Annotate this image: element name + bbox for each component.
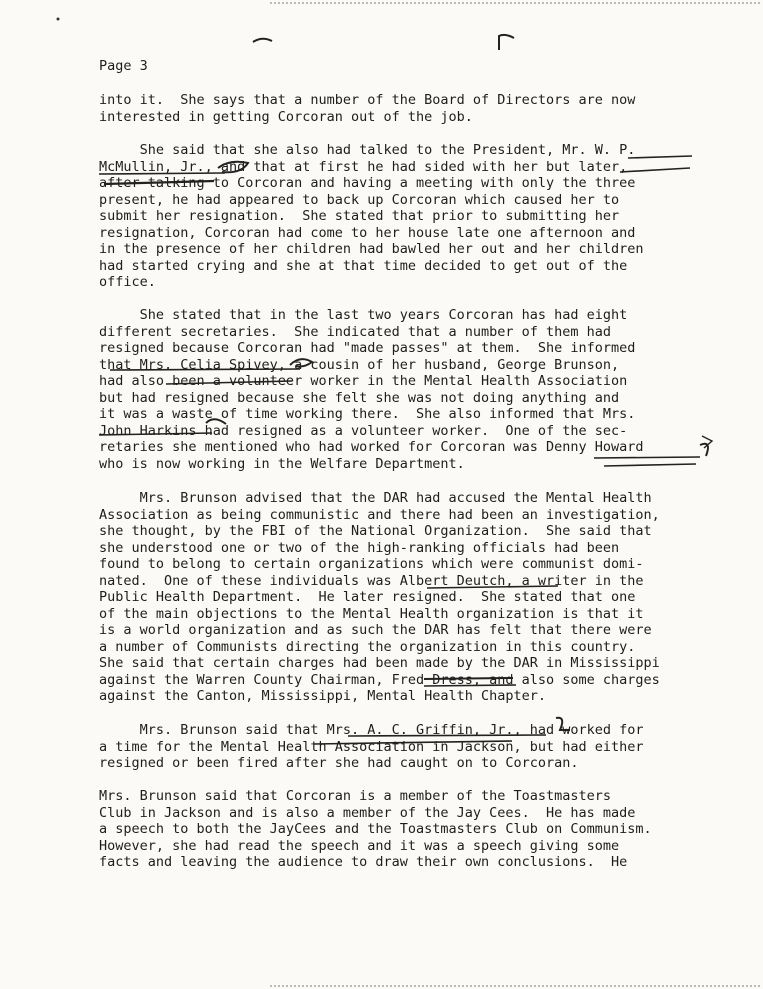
bottom-dotted-border [270, 985, 760, 987]
page-number: Page 3 [99, 58, 148, 74]
underline-celia-spivey [110, 369, 300, 370]
underline-fred-dress [424, 685, 516, 686]
underline-denny-howard [594, 457, 700, 458]
pen-mark-top-left [253, 39, 272, 42]
scribble-harkins [206, 419, 226, 424]
underline-volunteer [166, 381, 292, 384]
strike-fred-dress [424, 678, 513, 679]
paragraph-4: Mrs. Brunson advised that the DAR had accused the Mental Health Association as being communistic and there had been an investigation, she thought, by the FBI of the National Organization. She said that she understood one or two of the high-ranking officials had been found to belong to certain organizations which were communist domi- nated. One of these individuals was Albert Deutch, a writer in the Public Health Department. He later resigned. She stated that one of the main objections to the Mental Health organization is that it is a world organization and as such the DAR has felt that there were a number of Communists directing the organization in this country. She said that certain charges had been made by the DAR in Mississippi against the Warren County Chairman, Fred Dress, and also some charges against the Canton, Mississippi, Mental Health Chapter. [99, 490, 660, 704]
paragraph-5: Mrs. Brunson said that Mrs. A. C. Griffin, Jr., had worked for a time for the Mental Health Association in Jackson, but had either resigned or been fired after she had caught on to Corcoran. [99, 722, 644, 771]
paragraph-6: Mrs. Brunson said that Corcoran is a member of the Toastmasters Club in Jackson and is also a member of the Jay Cees. He has made a speech to both the JayCees and the Toastmasters Club on Communism. However, she had read the speech and it was a speech giving some facts and leaving the audience to draw their own conclusions. He [99, 788, 652, 870]
paragraph-3: She stated that in the last two years Corcoran has had eight different secretaries. She indicated that a number of them had resigned because Corcoran had "made passes" at them. She informed that Mrs. Celia Spivey, a cousin of her husband, George Brunson, had also been a volunteer worker in the Mental Health Association but had resigned because she felt she was not doing anything and it was a waste of time working there. She also informed that Mrs. John Harkins had resigned as a volunteer worker. One of the sec- retaries she mentioned who had worked for Corcoran was Denny Howard who is now working in the Welfare Department. [99, 307, 644, 472]
underline-albert-deutch [427, 586, 558, 588]
paragraph-2: She said that she also had talked to the President, Mr. W. P. McMullin, Jr., and that at first he had sided with her but later, after talking to Corcoran and having a meeting with only the three present, he had appeared to back up Corcoran which caused her to submit her resignation. She stated that prior to submitting her resignation, Corcoran had come to her house late one afternoon and in the presence of her children had bawled her out and her children had started crying and she at that time decided to get out of the office. [99, 142, 644, 290]
pen-dot-corner [57, 18, 60, 21]
strike-after-talking [104, 181, 214, 184]
paragraph-1: into it. She says that a number of the Board of Directors are now interested in getting Corcoran out of the job. [99, 92, 636, 125]
scribble-griffin [556, 718, 570, 730]
underline-mcmullin [99, 173, 225, 174]
strike-later [620, 168, 690, 172]
underline-w-p [628, 156, 692, 158]
underline-howard-extra [604, 464, 696, 466]
strike-association [314, 741, 512, 744]
pen-mark-top-right [499, 35, 514, 50]
circle-mark-and [218, 162, 248, 173]
margin-check [702, 436, 712, 448]
underline-griffin [348, 735, 546, 736]
scribble-spivey [290, 359, 312, 366]
underline-john-harkins [99, 433, 212, 435]
